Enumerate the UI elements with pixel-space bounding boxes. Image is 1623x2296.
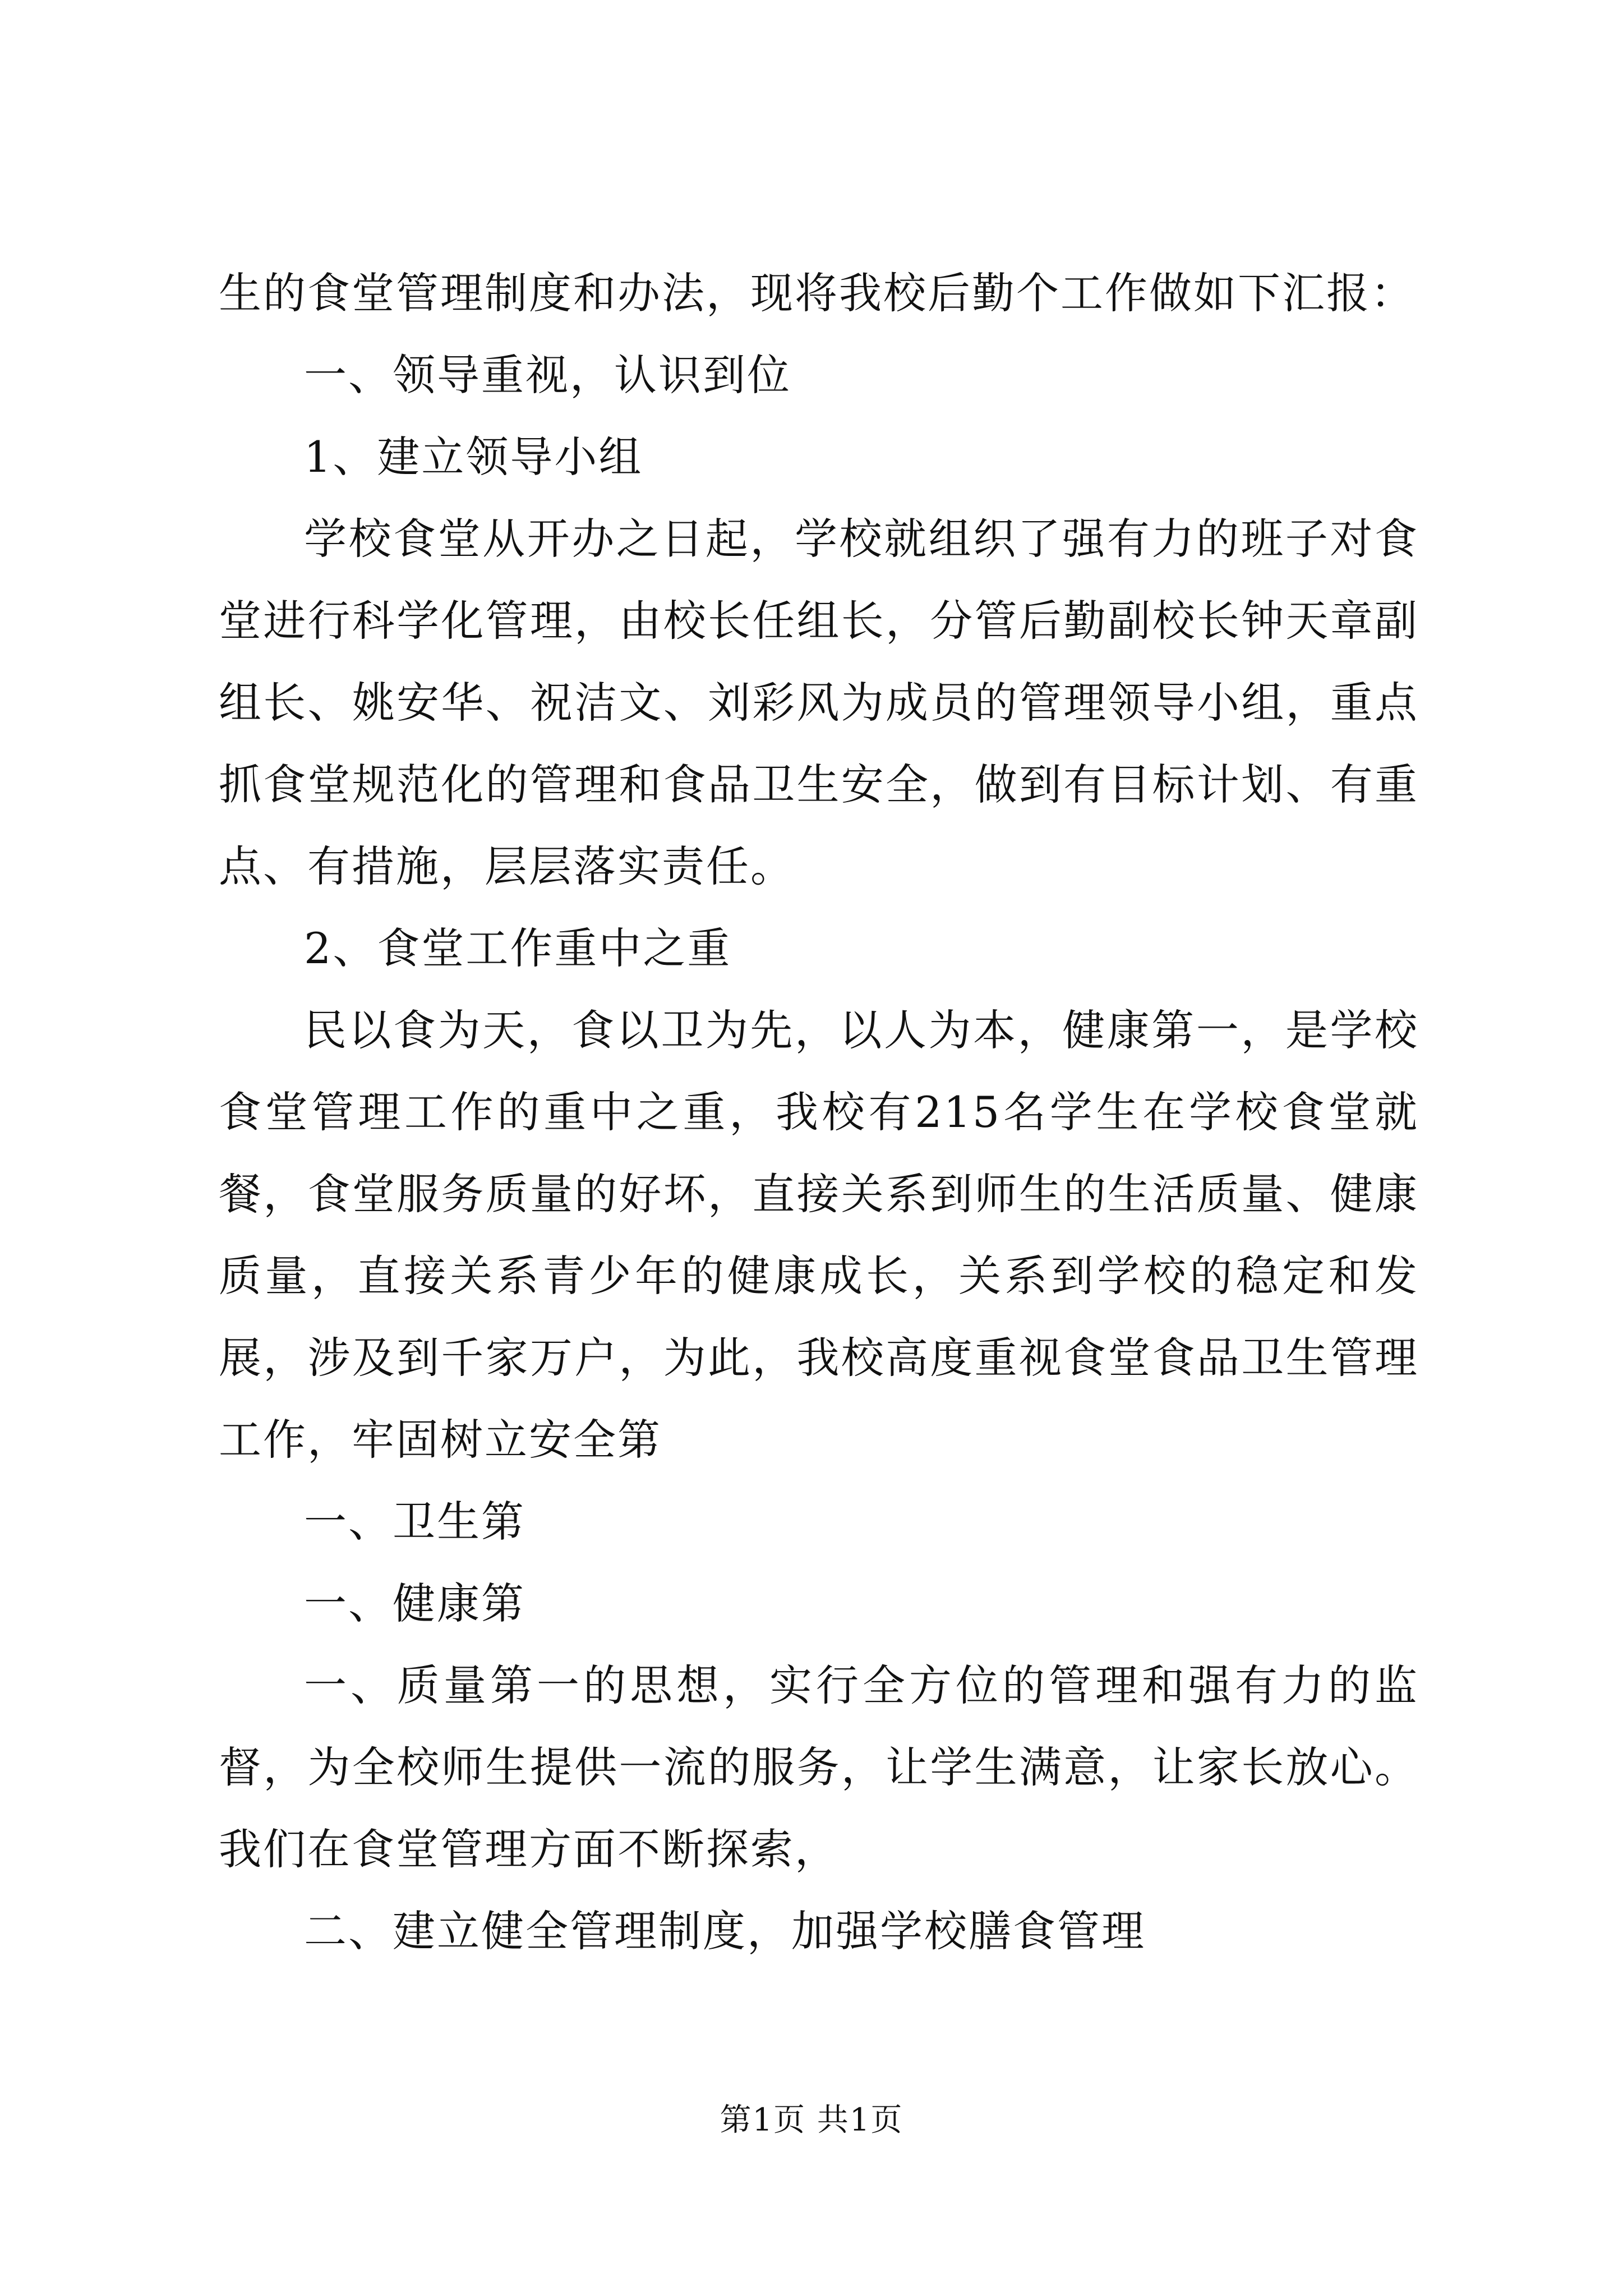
- paragraph-1: 生的食堂管理制度和办法，现将我校后勤个工作做如下汇报：: [219, 268, 1415, 318]
- paragraph-canteen-priority: 民以食为天，食以卫为先，以人为本，健康第一，是学校食堂管理工作的重中之重，我校有215名学生在学校食堂就餐，食堂服务质量的好坏，直接关系到师生的生活质量、健康质量，直接关系青少年的健康成长，关系到学校的稳定和发展，涉及到千家万户，为此，我校高度重视食堂食品卫生管理工作，牢固树立安全第: [219, 1005, 1419, 1465]
- section-heading-management-system: 二、建立健全管理制度，加强学校膳食管理: [304, 1906, 1146, 1956]
- page-number-footer: 第1页 共1页: [720, 2102, 903, 2138]
- line-health-first: 一、健康第: [304, 1579, 525, 1628]
- subheading-leadership-group: 1、建立领导小组: [304, 432, 643, 482]
- subheading-canteen-priority: 2、食堂工作重中之重: [304, 923, 732, 973]
- section-heading-leadership: 一、领导重视，认识到位: [304, 350, 791, 400]
- document-body: [219, 252, 1419, 1972]
- line-hygiene-first: 一、卫生第: [304, 1497, 525, 1547]
- paragraph-quality-first: 一、质量第一的思想，实行全方位的管理和强有力的监督，为全校师生提供一流的服务，让学生满意，让家长放心。我们在食堂管理方面不断探索，: [219, 1660, 1419, 1874]
- paragraph-leadership-group: 学校食堂从开办之日起，学校就组织了强有力的班子对食堂进行科学化管理，由校长任组长，分管后勤副校长钟天章副组长、姚安华、祝洁文、刘彩风为成员的管理领导小组，重点抓食堂规范化的管理和食品卫生安全，做到有目标计划、有重点、有措施，层层落实责任。: [219, 514, 1419, 891]
